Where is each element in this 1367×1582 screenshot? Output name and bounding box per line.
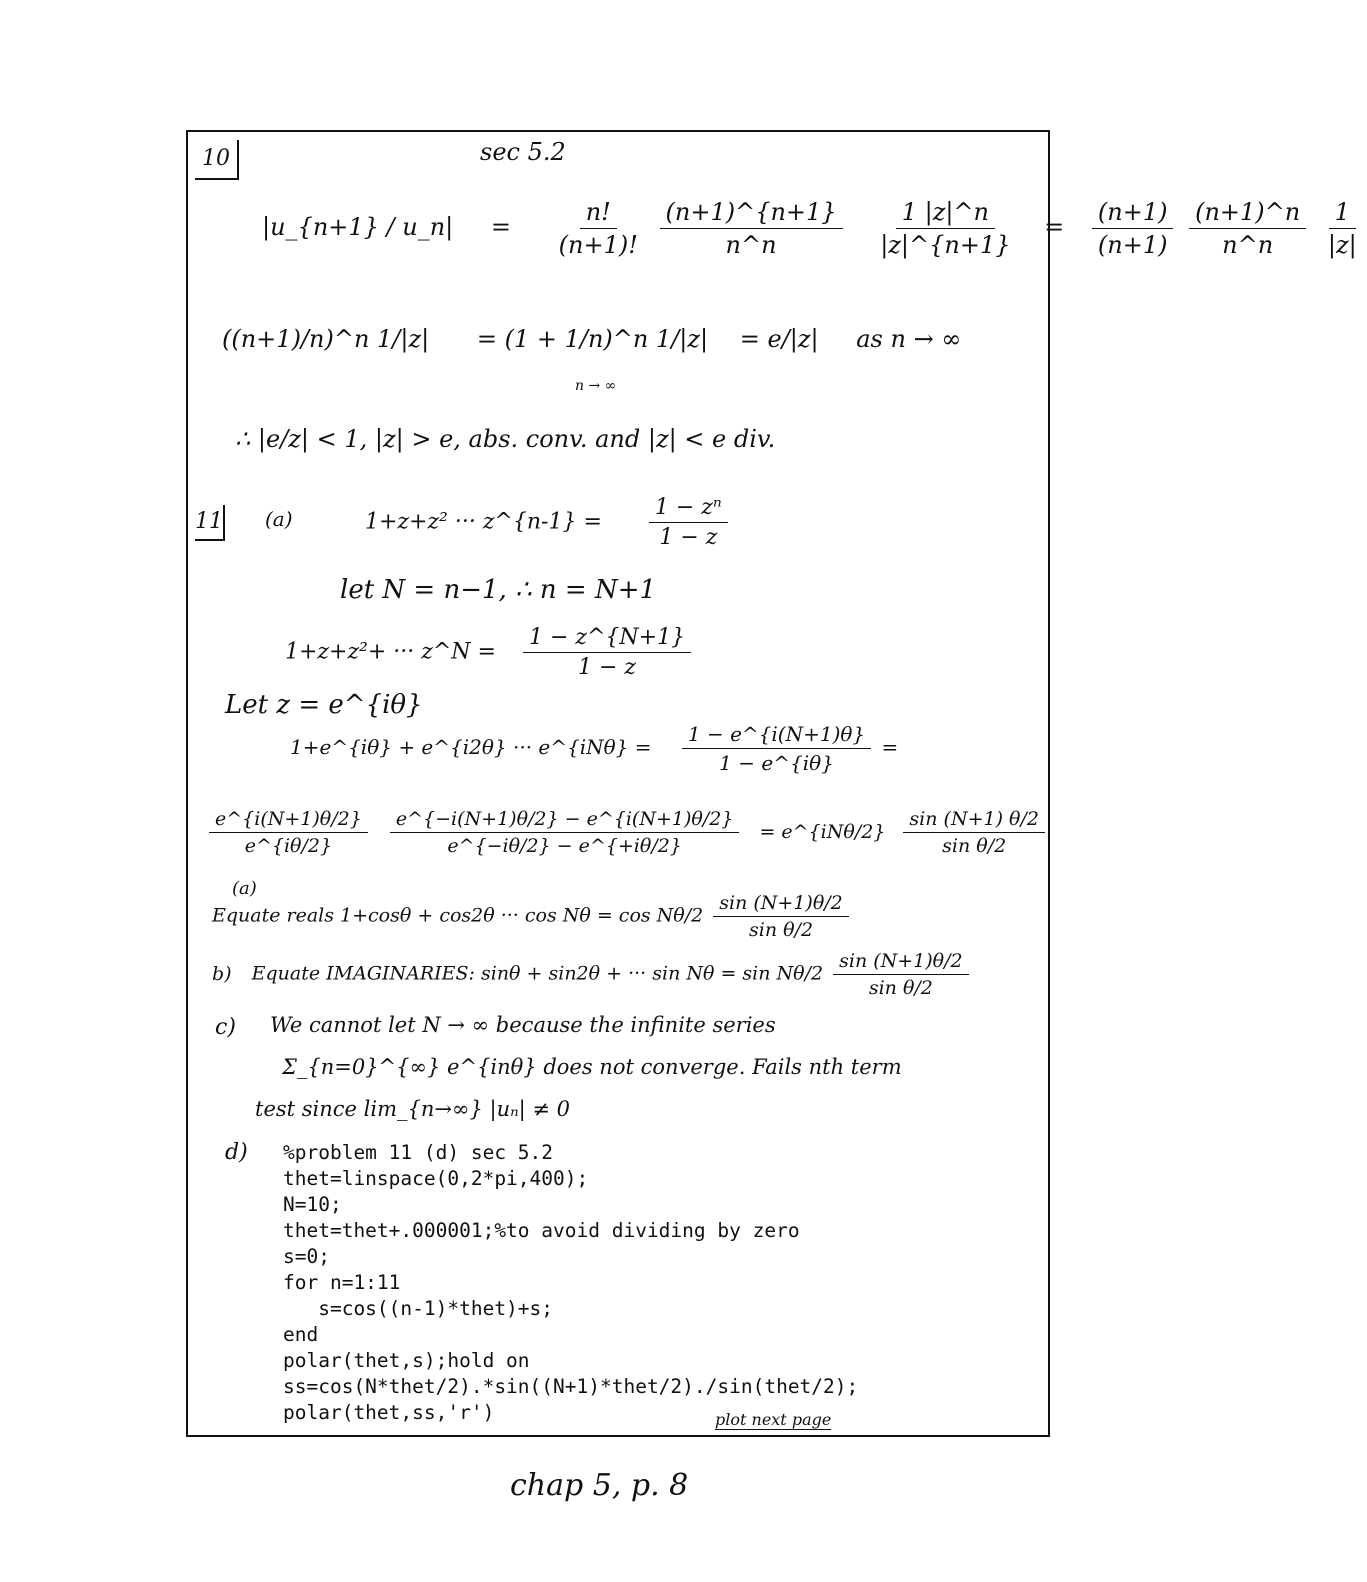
frac-den: sin θ/2 xyxy=(749,919,814,941)
p10-frac5 xyxy=(1189,198,1306,259)
p10-line2-tail: as n → ∞ xyxy=(856,325,962,353)
frac-den: sin θ/2 xyxy=(942,835,1007,857)
frac-den: |z|^{n+1} xyxy=(880,231,1011,259)
p11-a-line1 xyxy=(365,495,732,550)
p10-eq: = xyxy=(490,213,512,241)
p10-frac2 xyxy=(660,198,843,259)
p10-line2-lhs: ((n+1)/n)^n 1/|z| xyxy=(222,325,430,353)
p11-b xyxy=(212,950,973,999)
p11-c-line3: test since lim_{n→∞} |uₙ| ≠ 0 xyxy=(255,1097,570,1121)
p11-c-line2: Σ_{n=0}^{∞} e^{inθ} does not converge. Fails nth term xyxy=(282,1055,902,1079)
p11-a-line6-frac1 xyxy=(209,808,368,857)
frac-num: 1 |z|^n xyxy=(896,198,995,229)
p11-a-line3-frac xyxy=(523,625,691,680)
frac-num: n! xyxy=(580,198,617,229)
code-line: thet=linspace(0,2*pi,400); xyxy=(283,1167,589,1190)
p11-a-line2: let N = n−1, ∴ n = N+1 xyxy=(340,575,657,605)
p11-a-label: (a) xyxy=(265,507,293,531)
code-line: %problem 11 (d) sec 5.2 xyxy=(283,1141,554,1164)
frac-num: 1 − zⁿ xyxy=(649,495,728,523)
frac-den: n^n xyxy=(1222,231,1274,259)
p10-line2-rhs: = e/|z| xyxy=(739,325,819,353)
p11-eq-a xyxy=(212,892,853,941)
p11-a-line1-frac xyxy=(649,495,728,550)
p10-eq2: = xyxy=(1044,213,1065,241)
code-line: for n=1:11 xyxy=(283,1271,401,1294)
frac-num: e^{−i(N+1)θ/2} − e^{i(N+1)θ/2} xyxy=(390,808,740,833)
frac-num: (n+1)^{n+1} xyxy=(660,198,843,229)
p11-eq-a-frac xyxy=(713,892,849,941)
frac-den: n^n xyxy=(725,231,777,259)
frac-den: 1 − z xyxy=(659,525,718,550)
p11-a-line5-eq: = xyxy=(881,735,899,759)
p11-c-line1: We cannot let N → ∞ because the infinite series xyxy=(270,1013,776,1037)
frac-num: e^{i(N+1)θ/2} xyxy=(209,808,368,833)
p11-d-label: d) xyxy=(225,1140,248,1165)
p11-eq-a-text: Equate reals 1+cosθ + cos2θ ··· cos Nθ = cos Nθ/2 xyxy=(212,904,704,927)
p11-a-line5-frac xyxy=(682,722,871,775)
p11-b-text: Equate IMAGINARIES: sinθ + sin2θ + ··· sin Nθ = sin Nθ/2 xyxy=(251,962,824,985)
p11-a-line6-frac3 xyxy=(903,808,1045,857)
frac-num: 1 xyxy=(1329,198,1356,229)
section-heading: sec 5.2 xyxy=(480,138,566,166)
frac-den: 1 − z xyxy=(578,655,637,680)
p10-frac1 xyxy=(553,198,644,259)
p11-a-line6-frac2 xyxy=(390,808,740,857)
p11-eq-a-label: (a) xyxy=(232,878,257,899)
frac-num: sin (N+1)θ/2 xyxy=(713,892,849,917)
code-line: s=0; xyxy=(283,1245,330,1268)
code-line: N=10; xyxy=(283,1193,342,1216)
frac-den: (n+1)! xyxy=(558,231,638,259)
p11-b-label: b) xyxy=(212,962,232,985)
problem-10-label: 10 xyxy=(195,140,239,180)
frac-den: e^{−iθ/2} − e^{+iθ/2} xyxy=(447,835,682,857)
frac-num: 1 − e^{i(N+1)θ} xyxy=(682,722,871,749)
frac-num: (n+1)^n xyxy=(1189,198,1306,229)
p11-a-line1-lhs: 1+z+z² ··· z^{n-1} = xyxy=(365,509,602,535)
p10-line2 xyxy=(222,325,961,353)
plot-note: plot next page xyxy=(715,1410,832,1429)
code-line: s=cos((n-1)*thet)+s; xyxy=(283,1297,554,1320)
p10-line2-mid: = (1 + 1/n)^n 1/|z| xyxy=(476,325,709,353)
p10-line1 xyxy=(262,198,1367,259)
problem-11-label: 11 xyxy=(195,505,225,541)
frac-num: (n+1) xyxy=(1092,198,1174,229)
p10-frac3 xyxy=(874,198,1016,259)
code-line: ss=cos(N*thet/2).*sin((N+1)*thet/2)./sin(thet/2); xyxy=(283,1375,859,1398)
p10-line3: ∴ |e/z| < 1, |z| > e, abs. conv. and |z| < e div. xyxy=(235,425,776,453)
p11-a-line5-lhs: 1+e^{iθ} + e^{i2θ} ··· e^{iNθ} = xyxy=(290,735,652,759)
p11-b-frac xyxy=(833,950,969,999)
p11-a-line4: Let z = e^{iθ} xyxy=(225,690,423,720)
p10-limit-note: n → ∞ xyxy=(575,378,617,394)
p11-a-line5 xyxy=(290,722,898,775)
frac-den: |z| xyxy=(1327,231,1357,259)
code-line: polar(thet,s);hold on xyxy=(283,1349,530,1372)
code-line: polar(thet,ss,'r') xyxy=(283,1401,495,1424)
frac-den: sin θ/2 xyxy=(868,977,933,999)
frac-den: 1 − e^{iθ} xyxy=(719,751,834,775)
p11-c-label: c) xyxy=(215,1015,236,1040)
p10-frac4 xyxy=(1092,198,1174,259)
p10-lhs: |u_{n+1} / u_n| xyxy=(262,213,454,241)
code-line: thet=thet+.000001;%to avoid dividing by zero xyxy=(283,1219,800,1242)
frac-den: (n+1) xyxy=(1097,231,1168,259)
page-footer: chap 5, p. 8 xyxy=(510,1468,689,1503)
p11-a-line6 xyxy=(205,808,1049,857)
p11-a-line3 xyxy=(285,625,695,680)
frac-num: 1 − z^{N+1} xyxy=(523,625,691,653)
p11-a-line3-lhs: 1+z+z²+ ··· z^N = xyxy=(285,639,496,665)
frac-den: e^{iθ/2} xyxy=(244,835,333,857)
frac-num: sin (N+1)θ/2 xyxy=(833,950,969,975)
code-line: end xyxy=(283,1323,319,1346)
p11-a-line6-eq: = e^{iNθ/2} xyxy=(759,820,886,843)
frac-num: sin (N+1) θ/2 xyxy=(903,808,1045,833)
matlab-code xyxy=(283,1140,858,1426)
p10-frac6 xyxy=(1322,198,1363,259)
